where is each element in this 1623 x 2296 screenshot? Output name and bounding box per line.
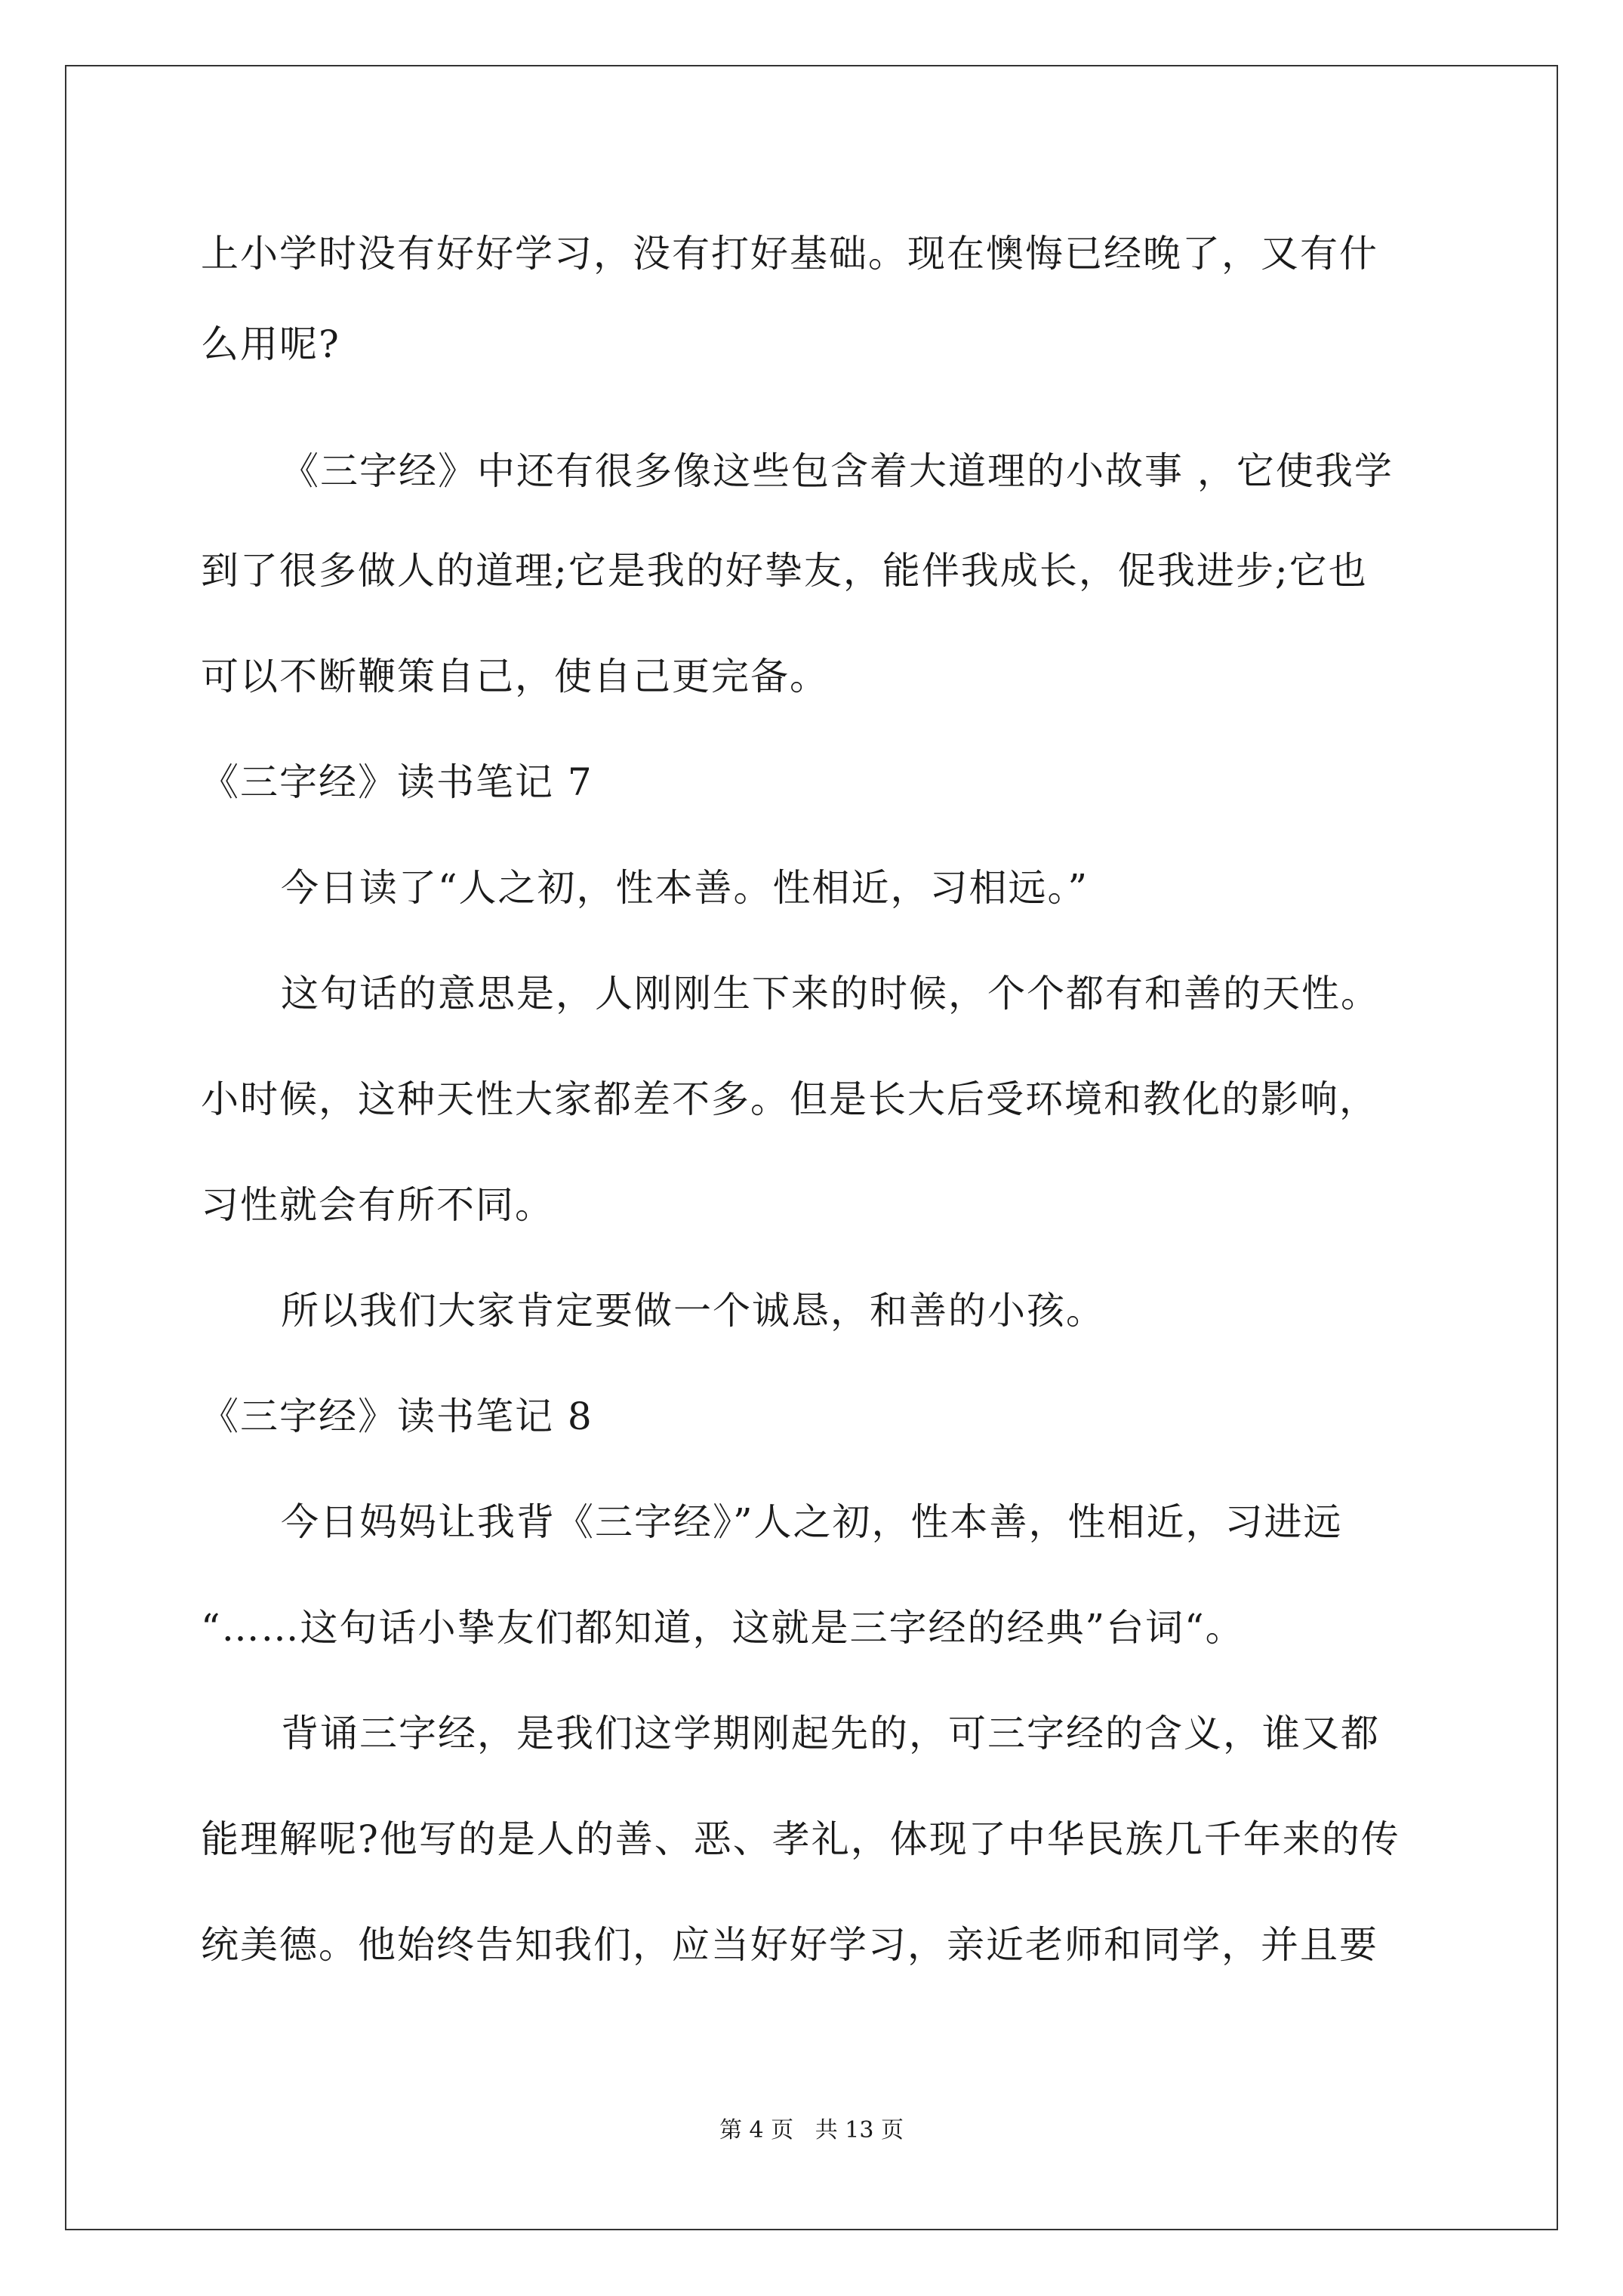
- page-border: [65, 65, 1558, 2230]
- section-heading: 《三字经》读书笔记 7: [201, 760, 593, 804]
- text-line: 上小学时没有好好学习，没有打好基础。现在懊悔已经晚了，又有什: [201, 232, 1378, 276]
- page-footer: 第 4 页 共 13 页: [719, 2117, 904, 2143]
- text-line: 可以不断鞭策自己，使自己更完备。: [201, 655, 829, 698]
- text-line: 么用呢?: [201, 322, 340, 366]
- text-line: 背诵三字经，是我们这学期刚起先的，可三字经的含义，谁又都: [281, 1712, 1380, 1755]
- text-line: 今日读了“人之初，性本善。性相近，习相远。”: [281, 866, 1089, 910]
- text-line: 《三字经》中还有很多像这些包含着大道理的小故事 ，它使我学: [281, 449, 1394, 493]
- text-line: 到了很多做人的道理;它是我的好挚友，能伴我成长，促我进步;它也: [201, 549, 1368, 593]
- text-line: 这句话的意思是，人刚刚生下来的时候，个个都有和善的天性。: [281, 972, 1380, 1015]
- text-line: 能理解呢?他写的是人的善、恶、孝礼，体现了中华民族几千年来的传: [201, 1817, 1400, 1861]
- text-line: 习性就会有所不同。: [201, 1183, 554, 1227]
- text-line: 统美德。他始终告知我们，应当好好学习，亲近老师和同学，并且要: [201, 1923, 1378, 1967]
- text-line: 小时候，这种天性大家都差不多。但是长大后受环境和教化的影响，: [201, 1077, 1378, 1121]
- text-line: 所以我们大家肯定要做一个诚恳，和善的小孩。: [281, 1289, 1105, 1333]
- text-line: “……这句话小挚友们都知道，这就是三字经的经典”台词“。: [201, 1606, 1245, 1650]
- text-line: 今日妈妈让我背《三字经》”人之初，性本善，性相近，习进远: [281, 1500, 1343, 1544]
- section-heading: 《三字经》读书笔记 8: [201, 1395, 593, 1438]
